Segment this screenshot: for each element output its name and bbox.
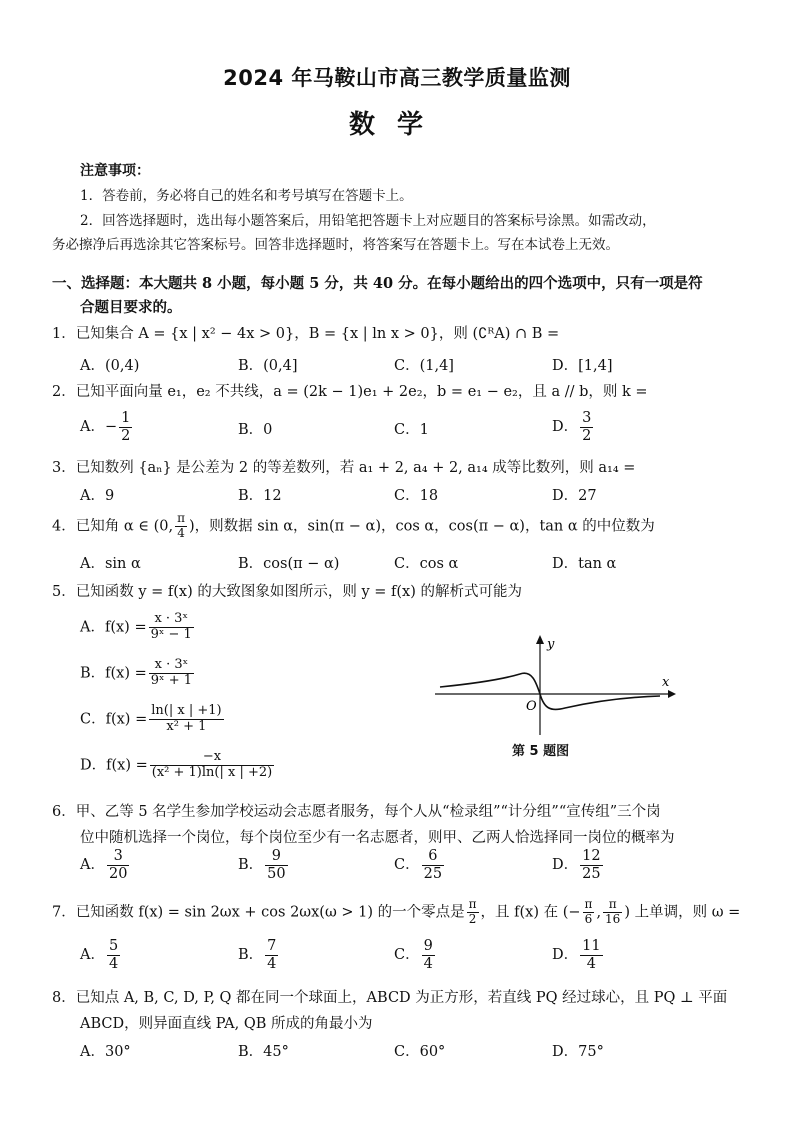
- q3-option-a: A．9: [80, 488, 115, 504]
- question-5-stem: 5．已知函数 y = f(x) 的大致图象如图所示，则 y = f(x) 的解析式可能为: [52, 584, 522, 600]
- question-6-stem-line-2: 位中随机选择一个岗位，每个岗位至少有一名志愿者，则甲、乙两人恰选择同一岗位的概率为: [80, 830, 675, 846]
- question-8-stem-line-1: 8．已知点 A, B, C, D, P, Q 都在同一个球面上，ABCD 为正方形，若直线 PQ 经过球心，且 PQ ⊥ 平面: [52, 990, 728, 1006]
- q4-option-a: A．sin α: [80, 556, 141, 572]
- q1-option-b: B．(0,4]: [238, 358, 298, 374]
- q2-option-d: D． $\frac{3}{2}$: [552, 410, 592, 444]
- q5-option-c: C．f(x) = $\frac{\ln(| x | +1)}{\text{x² + 1}}$: [80, 703, 222, 734]
- q8-option-b: B．45°: [238, 1044, 289, 1060]
- q3-option-c: C．18: [394, 488, 439, 504]
- q8-option-c: C．60°: [394, 1044, 446, 1060]
- q3-option-b: B．12: [238, 488, 282, 504]
- q4-option-b: B．cos(π − α): [238, 556, 340, 572]
- q8-option-a: A．30°: [80, 1044, 131, 1060]
- q4-option-d: D．tan α: [552, 556, 617, 572]
- q5-option-d: D．f(x) = $\frac{-x}{\text{(x² + 1)ln(| x | +2)}}$: [80, 749, 273, 780]
- exam-title: 2024 年马鞍山市高三教学质量监测: [223, 66, 571, 90]
- section-heading: 一、选择题：本大题共 8 小题，每小题 5 分，共 40 分。在每小题给出的四个选项中，只有一项是符: [52, 275, 703, 292]
- origin-label: O: [526, 699, 537, 714]
- notes-heading: 注意事项：: [80, 163, 150, 179]
- question-6-stem-line-1: 6．甲、乙等 5 名学生参加学校运动会志愿者服务，每个人从“检录组”“计分组”“宣传组”三个岗: [52, 804, 661, 820]
- exam-subject: 数学: [348, 110, 445, 140]
- q5-function-graph: [430, 630, 680, 740]
- q2-option-a: A．− $\frac{1}{2}$: [80, 410, 131, 444]
- q3-option-d: D．27: [552, 488, 597, 504]
- q7-option-a: A． $\frac{5}{4}$: [80, 938, 119, 972]
- q6-option-c: C． $\frac{6}{25}$: [394, 848, 443, 882]
- q5-figure-caption: 第 5 题图: [512, 744, 570, 759]
- q4-option-c: C．cos α: [394, 556, 459, 572]
- q2-option-c: C．1: [394, 422, 429, 438]
- q7-option-c: C． $\frac{9}{4}$: [394, 938, 433, 972]
- q7-option-d: D． $\frac{11}{4}$: [552, 938, 601, 972]
- note-line-3: 务必擦净后再选涂其它答案标号。回答非选择题时，将答案写在答题卡上。写在本试卷上无效。: [52, 237, 619, 253]
- q1-option-d: D．[1,4]: [552, 358, 613, 374]
- q1-option-a: A．(0,4): [80, 358, 140, 374]
- q1-option-c: C．(1,4]: [394, 358, 454, 374]
- note-line-1: 1．答卷前，务必将自己的姓名和考号填写在答题卡上。: [80, 188, 413, 204]
- question-4-stem: 4．已知角 α ∈ (0, $\frac{\pi}{4}$ )，则数据 sin α，sin(π − α)，cos α，cos(π − α)，tan α 的中位数为: [52, 511, 655, 540]
- q6-option-a: A． $\frac{3}{20}$: [80, 848, 128, 882]
- q6-option-d: D． $\frac{12}{25}$: [552, 848, 601, 882]
- y-axis-arrow: [536, 635, 544, 644]
- question-8-stem-line-2: ABCD，则异面直线 PA, QB 所成的角最小为: [80, 1016, 373, 1032]
- y-axis-label: y: [547, 637, 555, 652]
- x-axis-arrow: [668, 690, 676, 698]
- q5-option-b: B．f(x) = $\frac{\text{x · 3ˣ}}{\text{9ˣ + 1}}$: [80, 657, 192, 688]
- q2-option-b: B．0: [238, 422, 273, 438]
- section-heading-cont: 合题目要求的。: [80, 299, 182, 316]
- q6-option-b: B． $\frac{9}{50}$: [238, 848, 286, 882]
- q7-option-b: B． $\frac{7}{4}$: [238, 938, 277, 972]
- x-axis-label: x: [662, 675, 670, 690]
- note-line-2: 2．回答选择题时，选出每小题答案后，用铅笔把答题卡上对应题目的答案标号涂黑。如需改动，: [80, 213, 656, 229]
- function-curve: [440, 673, 660, 709]
- q8-option-d: D．75°: [552, 1044, 604, 1060]
- question-3-stem: 3．已知数列 {aₙ} 是公差为 2 的等差数列，若 a₁ + 2, a₄ + 2, a₁₄ 成等比数列，则 a₁₄ =: [52, 460, 636, 476]
- question-1-stem: 1．已知集合 A = {x | x² − 4x > 0}，B = {x | ln x > 0}，则 (∁ᴿA) ∩ B =: [52, 326, 560, 342]
- question-7-stem: 7．已知函数 f(x) = sin 2ωx + cos 2ωx(ω > 1) 的一个零点是 $\frac{\pi}{2}$ ，且 f(x) 在 (− $\frac{\pi}{6}$ , $\frac{\pi}{16}$ ) 上单调，则 ω =: [52, 897, 741, 926]
- question-2-stem: 2．已知平面向量 e₁，e₂ 不共线，a = (2k − 1)e₁ + 2e₂，b = e₁ − e₂，且 a // b，则 k =: [52, 384, 648, 400]
- q5-option-a: A．f(x) = $\frac{\text{x · 3ˣ}}{\text{9ˣ − 1}}$: [80, 611, 192, 642]
